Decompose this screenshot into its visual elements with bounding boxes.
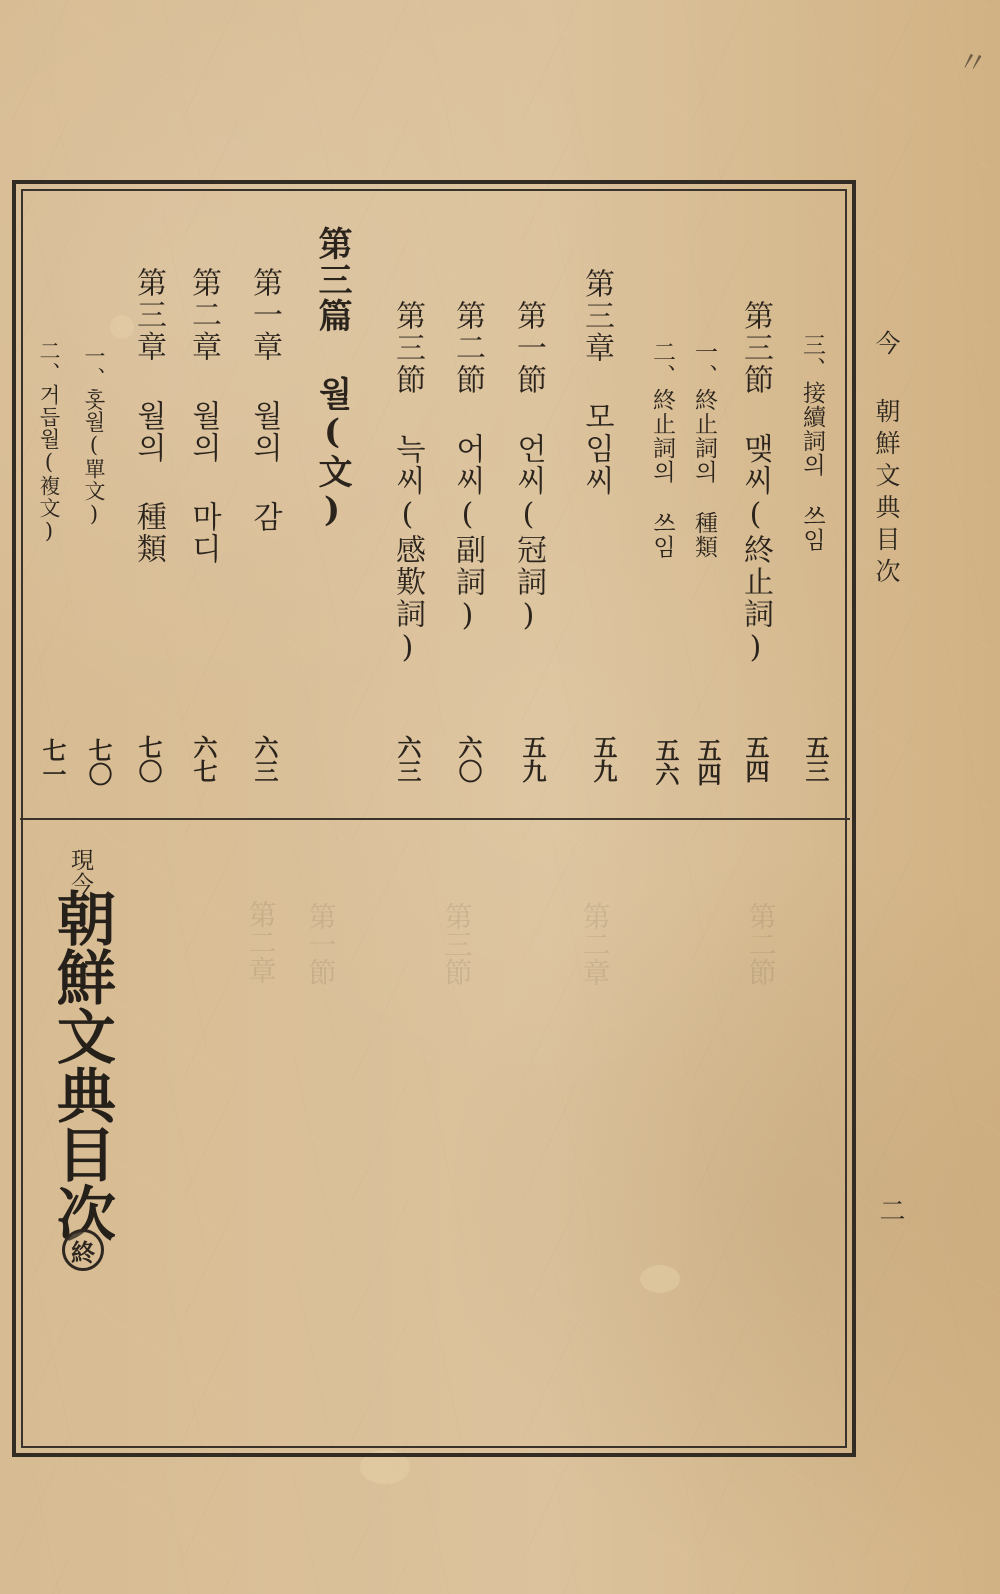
toc-page-number: 七〇 — [134, 735, 163, 783]
toc-entry: 一、홋월(單文) — [82, 345, 106, 527]
toc-entry: 第一節 언씨(冠詞) — [511, 300, 546, 635]
toc-entry: 第二節 어씨(副詞) — [450, 300, 485, 635]
colophon-small-title: 現今 — [67, 848, 93, 896]
toc-entry: 三、接續詞의 쓰임 — [799, 333, 825, 552]
end-seal: 終 — [62, 1229, 104, 1271]
toc-page-number: 五四 — [693, 738, 722, 786]
toc-page-number: 六三 — [393, 735, 422, 783]
running-header — [868, 330, 904, 590]
show-through-text: 第二節 — [744, 902, 778, 986]
toc-page-number: 五六 — [651, 738, 680, 786]
toc-entry: 第三章 월의 種類 — [131, 267, 166, 565]
toc-entry: 第一章 월의 감 — [247, 267, 282, 533]
toc-page-number: 五四 — [741, 735, 770, 783]
show-through-text: 第二章 — [244, 900, 278, 984]
show-through-text: 第二章 — [578, 902, 612, 986]
circled-mark: 今 — [872, 330, 901, 362]
toc-page-number: 五九 — [589, 735, 618, 783]
toc-page-number: 六〇 — [454, 735, 483, 783]
toc-part-heading: 第三篇 월(文) — [312, 226, 352, 532]
toc-entry: 第三章 모임씨 — [579, 268, 614, 497]
toc-entry: 二、終止詞의 쓰임 — [649, 340, 675, 559]
toc-page-number: 五九 — [518, 735, 547, 783]
toc-entry: 二、거듭월(複文) — [37, 340, 61, 544]
page-folio: 二 — [875, 1197, 905, 1223]
toc-entry: 第二章 월의 마디 — [186, 267, 221, 565]
toc-entry: 一、終止詞의 種類 — [691, 340, 717, 559]
running-title: 朝鮮文典目次 — [872, 398, 901, 590]
show-through-text: 第一節 — [304, 902, 338, 986]
colophon-main-title: 朝鮮文典目次 — [46, 888, 116, 1242]
toc-page-number: 六七 — [189, 735, 218, 783]
toc-entry: 第三節 맺씨(終止詞) — [738, 300, 773, 667]
toc-page-number: 六三 — [250, 735, 279, 783]
toc-entry: 第三節 늑씨(感歎詞) — [390, 300, 425, 667]
frame-divider — [20, 818, 850, 820]
corner-mark: 〃 — [955, 44, 990, 83]
toc-page-number: 七〇 — [84, 738, 113, 786]
toc-page-number: 五三 — [801, 735, 830, 783]
show-through-text: 第三節 — [440, 902, 474, 986]
toc-page-number: 七一 — [38, 738, 67, 786]
